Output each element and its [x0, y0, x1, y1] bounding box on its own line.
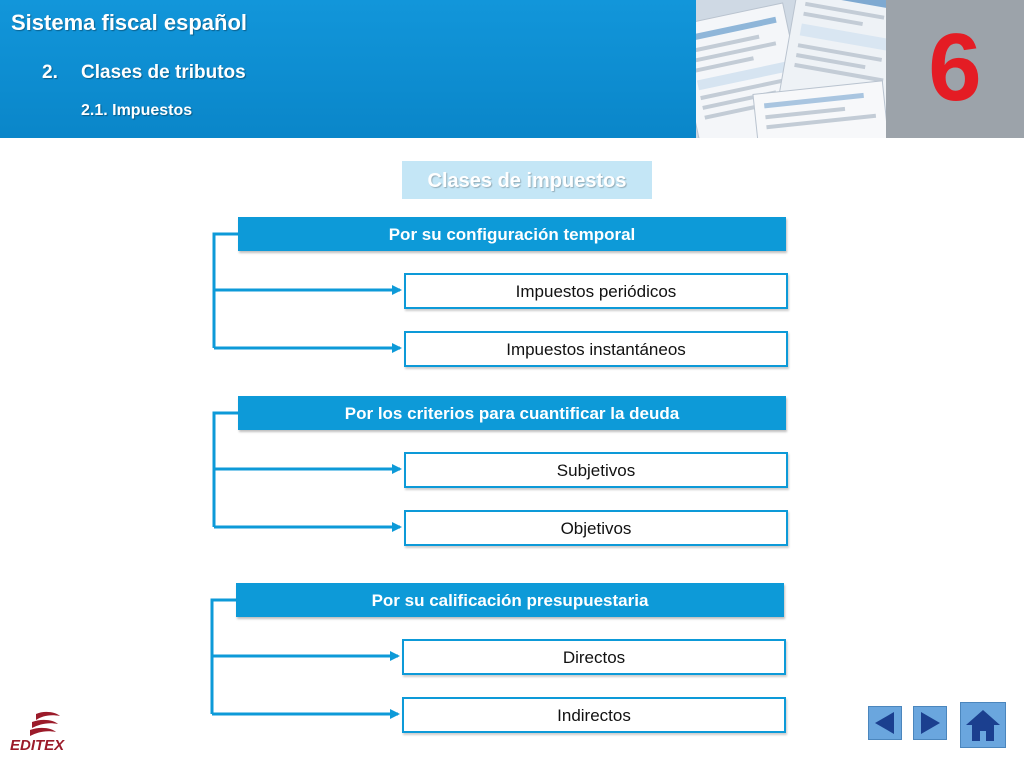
chapter-number: 6 [928, 14, 982, 121]
previous-slide-button[interactable] [868, 706, 902, 740]
diagram-title: Clases de impuestos [402, 161, 652, 199]
item-indirectos: Indirectos [402, 697, 786, 733]
category-criterios: Por los criterios para cuantificar la deuda [238, 396, 786, 430]
left-triangle-icon [869, 707, 901, 739]
category-temporal: Por su configuración temporal [238, 217, 786, 251]
next-slide-button[interactable] [913, 706, 947, 740]
home-button[interactable] [960, 702, 1006, 748]
right-triangle-icon [914, 707, 946, 739]
item-instantaneos: Impuestos instantáneos [404, 331, 788, 367]
editex-logo-text: EDITEX [10, 737, 65, 754]
presentation-title: Sistema fiscal español [11, 10, 247, 35]
item-objetivos: Objetivos [404, 510, 788, 546]
category-presupuestaria: Por su calificación presupuestaria [236, 583, 784, 617]
home-icon [961, 703, 1005, 747]
item-directos: Directos [402, 639, 786, 675]
section-number: 2. [42, 62, 58, 83]
subsection-title: 2.1. Impuestos [81, 102, 193, 119]
section-title: Clases de tributos [81, 62, 246, 83]
item-subjetivos: Subjetivos [404, 452, 788, 488]
item-periodicos: Impuestos periódicos [404, 273, 788, 309]
